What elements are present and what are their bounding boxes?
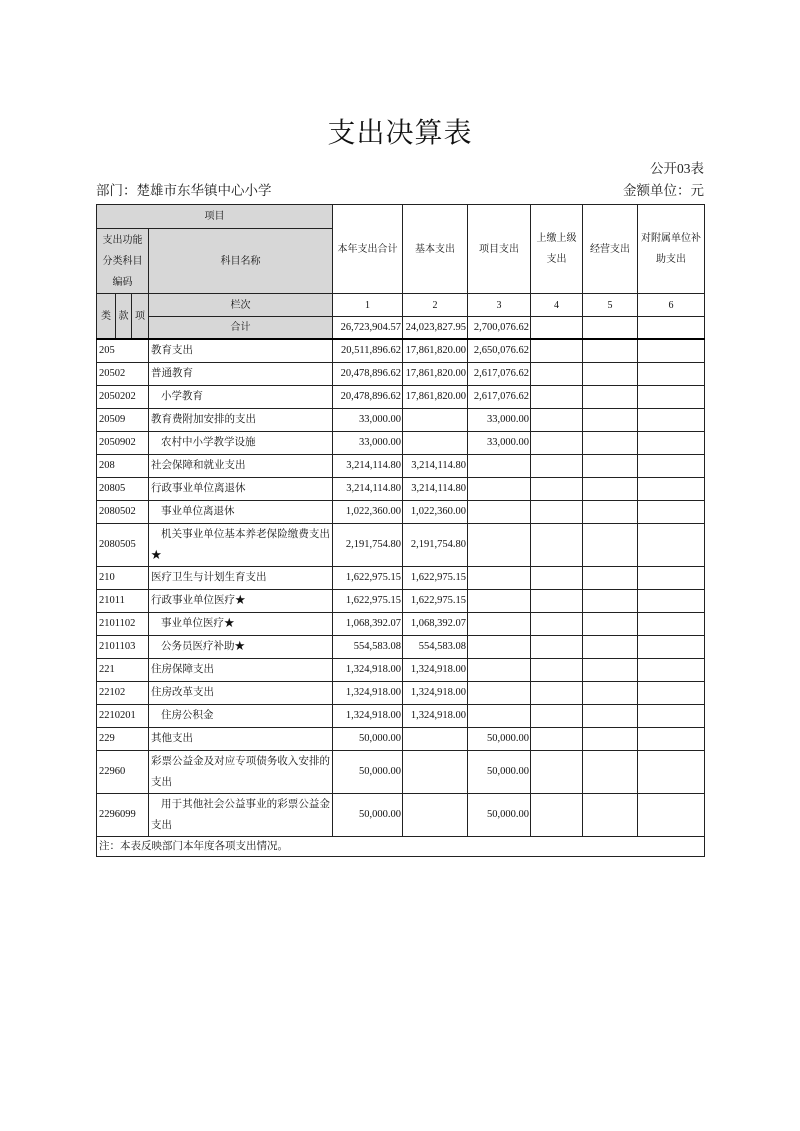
row-name: 住房改革支出 [149,681,333,704]
amount-total: 1,622,975.15 [333,589,403,612]
form-number: 公开03表 [650,161,704,176]
amount-basic: 1,022,360.00 [403,500,468,523]
row-name: 普通教育 [149,362,333,385]
amount-total: 554,583.08 [333,635,403,658]
table-row [97,589,705,612]
col-header-subsidy: 对附属单位补助支出 [638,205,705,294]
row-code: 20502 [97,362,149,385]
amount-subsidy [638,704,705,727]
amount-operating [583,385,638,408]
amount-operating [583,589,638,612]
amount-operating [583,477,638,500]
amount-subsidy [638,793,705,836]
total-amount [583,317,638,340]
row-code: 2101103 [97,635,149,658]
amount-subsidy [638,500,705,523]
row-code: 2080502 [97,500,149,523]
table-row [97,500,705,523]
amount-project: 33,000.00 [468,408,531,431]
amount-operating [583,362,638,385]
amount-subsidy [638,727,705,750]
table-row [97,635,705,658]
amount-project: 2,617,076.62 [468,385,531,408]
note-row [97,836,705,856]
row-code: 2296099 [97,793,149,836]
header-column-no: 栏次 [149,294,333,317]
amount-total: 1,324,918.00 [333,681,403,704]
amount-project [468,566,531,589]
amount-subsidy [638,589,705,612]
total-amount: 26,723,904.57 [333,317,403,340]
row-code: 229 [97,727,149,750]
amount-total: 33,000.00 [333,408,403,431]
amount-remit [531,750,583,793]
header-xiang: 项 [132,294,149,340]
row-code: 2080505 [97,523,149,566]
amount-project [468,523,531,566]
col-header-operating: 经营支出 [583,205,638,294]
header-item: 项目 [97,205,333,229]
amount-project [468,612,531,635]
row-code: 20805 [97,477,149,500]
row-code: 2050202 [97,385,149,408]
table-row [97,454,705,477]
amount-basic: 1,622,975.15 [403,589,468,612]
table-body [97,339,705,836]
amount-operating [583,658,638,681]
amount-basic: 3,214,114.80 [403,477,468,500]
amount-subsidy [638,431,705,454]
amount-operating [583,408,638,431]
amount-basic: 17,861,820.00 [403,339,468,362]
amount-remit [531,385,583,408]
amount-basic: 1,622,975.15 [403,566,468,589]
amount-operating [583,612,638,635]
header-lei: 类 [97,294,116,340]
table-row [97,793,705,836]
col-header-total: 本年支出合计 [333,205,403,294]
amount-subsidy [638,477,705,500]
amount-basic: 3,214,114.80 [403,454,468,477]
amount-subsidy [638,385,705,408]
col-header-project: 项目支出 [468,205,531,294]
row-code: 210 [97,566,149,589]
amount-operating [583,681,638,704]
amount-remit [531,681,583,704]
amount-project [468,477,531,500]
amount-operating [583,566,638,589]
header-name: 科目名称 [149,229,333,294]
table-row [97,431,705,454]
department-label: 部门：楚雄市东华镇中心小学 [96,183,272,198]
amount-unit-label: 金额单位：元 [623,183,704,198]
amount-basic: 1,324,918.00 [403,704,468,727]
row-name: 事业单位医疗★ [149,612,333,635]
table-row [97,339,705,362]
amount-basic: 1,324,918.00 [403,681,468,704]
row-code: 22960 [97,750,149,793]
row-name: 社会保障和就业支出 [149,454,333,477]
table-row [97,612,705,635]
amount-basic: 1,068,392.07 [403,612,468,635]
amount-total: 1,068,392.07 [333,612,403,635]
amount-total: 50,000.00 [333,793,403,836]
row-code: 20509 [97,408,149,431]
table-header [97,205,705,340]
table-row [97,385,705,408]
table-row [97,523,705,566]
row-name: 教育支出 [149,339,333,362]
amount-remit [531,431,583,454]
table-row [97,681,705,704]
amount-project [468,500,531,523]
row-name: 彩票公益金及对应专项债务收入安排的支出 [149,750,333,793]
total-row [97,317,705,340]
amount-basic [403,793,468,836]
table-note: 注：本表反映部门本年度各项支出情况。 [97,836,705,856]
amount-total: 2,191,754.80 [333,523,403,566]
row-code: 208 [97,454,149,477]
expenditure-table [96,204,705,857]
table-row [97,408,705,431]
row-name: 用于其他社会公益事业的彩票公益金支出 [149,793,333,836]
amount-remit [531,523,583,566]
amount-basic [403,727,468,750]
column-number: 6 [638,294,705,317]
header-row [97,294,705,317]
amount-operating [583,454,638,477]
row-name: 教育费附加安排的支出 [149,408,333,431]
amount-project [468,704,531,727]
amount-total: 3,214,114.80 [333,454,403,477]
table-row [97,727,705,750]
amount-remit [531,635,583,658]
amount-total: 20,511,896.62 [333,339,403,362]
amount-project [468,454,531,477]
column-number: 1 [333,294,403,317]
amount-basic: 2,191,754.80 [403,523,468,566]
amount-remit [531,477,583,500]
table-row [97,362,705,385]
column-number: 2 [403,294,468,317]
amount-operating [583,635,638,658]
amount-subsidy [638,658,705,681]
amount-project: 2,617,076.62 [468,362,531,385]
total-amount [531,317,583,340]
header-code: 支出功能分类科目编码 [97,229,149,294]
amount-total: 50,000.00 [333,727,403,750]
amount-subsidy [638,523,705,566]
row-name: 公务员医疗补助★ [149,635,333,658]
header-row [97,205,705,229]
amount-subsidy [638,454,705,477]
amount-project [468,589,531,612]
row-code: 2210201 [97,704,149,727]
amount-total: 20,478,896.62 [333,385,403,408]
page-title: 支出决算表 [327,116,473,149]
amount-operating [583,727,638,750]
row-name: 机关事业单位基本养老保险缴费支出★ [149,523,333,566]
table-footer [97,836,705,856]
amount-remit [531,454,583,477]
col-header-remit: 上缴上级支出 [531,205,583,294]
amount-basic: 554,583.08 [403,635,468,658]
row-name: 小学教育 [149,385,333,408]
row-code: 2050902 [97,431,149,454]
column-number: 4 [531,294,583,317]
row-name: 住房公积金 [149,704,333,727]
table-row [97,704,705,727]
row-code: 21011 [97,589,149,612]
amount-remit [531,589,583,612]
amount-remit [531,658,583,681]
amount-project: 50,000.00 [468,793,531,836]
table-row [97,477,705,500]
column-number: 3 [468,294,531,317]
amount-subsidy [638,681,705,704]
amount-total: 1,622,975.15 [333,566,403,589]
amount-total: 1,324,918.00 [333,658,403,681]
amount-subsidy [638,635,705,658]
row-name: 事业单位离退休 [149,500,333,523]
amount-project [468,658,531,681]
amount-remit [531,612,583,635]
amount-total: 1,022,360.00 [333,500,403,523]
amount-remit [531,362,583,385]
row-name: 其他支出 [149,727,333,750]
amount-basic [403,431,468,454]
row-name: 农村中小学教学设施 [149,431,333,454]
amount-total: 33,000.00 [333,431,403,454]
amount-total: 50,000.00 [333,750,403,793]
total-amount: 24,023,827.95 [403,317,468,340]
amount-remit [531,566,583,589]
amount-subsidy [638,339,705,362]
amount-basic: 1,324,918.00 [403,658,468,681]
total-amount [638,317,705,340]
header-kuan: 款 [116,294,132,340]
amount-project: 33,000.00 [468,431,531,454]
amount-total: 20,478,896.62 [333,362,403,385]
amount-total: 3,214,114.80 [333,477,403,500]
column-number: 5 [583,294,638,317]
amount-total: 1,324,918.00 [333,704,403,727]
row-name: 行政事业单位离退休 [149,477,333,500]
amount-operating [583,750,638,793]
total-label: 合计 [149,317,333,340]
amount-project [468,681,531,704]
amount-subsidy [638,612,705,635]
amount-operating [583,704,638,727]
amount-basic [403,750,468,793]
row-code: 2101102 [97,612,149,635]
row-name: 行政事业单位医疗★ [149,589,333,612]
amount-operating [583,523,638,566]
amount-remit [531,339,583,362]
amount-basic: 17,861,820.00 [403,362,468,385]
amount-project: 2,650,076.62 [468,339,531,362]
amount-operating [583,500,638,523]
amount-basic: 17,861,820.00 [403,385,468,408]
row-code: 22102 [97,681,149,704]
total-amount: 2,700,076.62 [468,317,531,340]
table-row [97,658,705,681]
amount-operating [583,339,638,362]
row-code: 221 [97,658,149,681]
amount-subsidy [638,566,705,589]
table-row [97,566,705,589]
amount-subsidy [638,362,705,385]
row-code: 205 [97,339,149,362]
amount-remit [531,704,583,727]
amount-remit [531,500,583,523]
amount-operating [583,431,638,454]
amount-operating [583,793,638,836]
amount-remit [531,793,583,836]
row-name: 住房保障支出 [149,658,333,681]
amount-remit [531,727,583,750]
table-row [97,750,705,793]
amount-remit [531,408,583,431]
amount-project [468,635,531,658]
amount-project: 50,000.00 [468,727,531,750]
col-header-basic: 基本支出 [403,205,468,294]
amount-project: 50,000.00 [468,750,531,793]
row-name: 医疗卫生与计划生育支出 [149,566,333,589]
amount-subsidy [638,750,705,793]
amount-basic [403,408,468,431]
amount-subsidy [638,408,705,431]
